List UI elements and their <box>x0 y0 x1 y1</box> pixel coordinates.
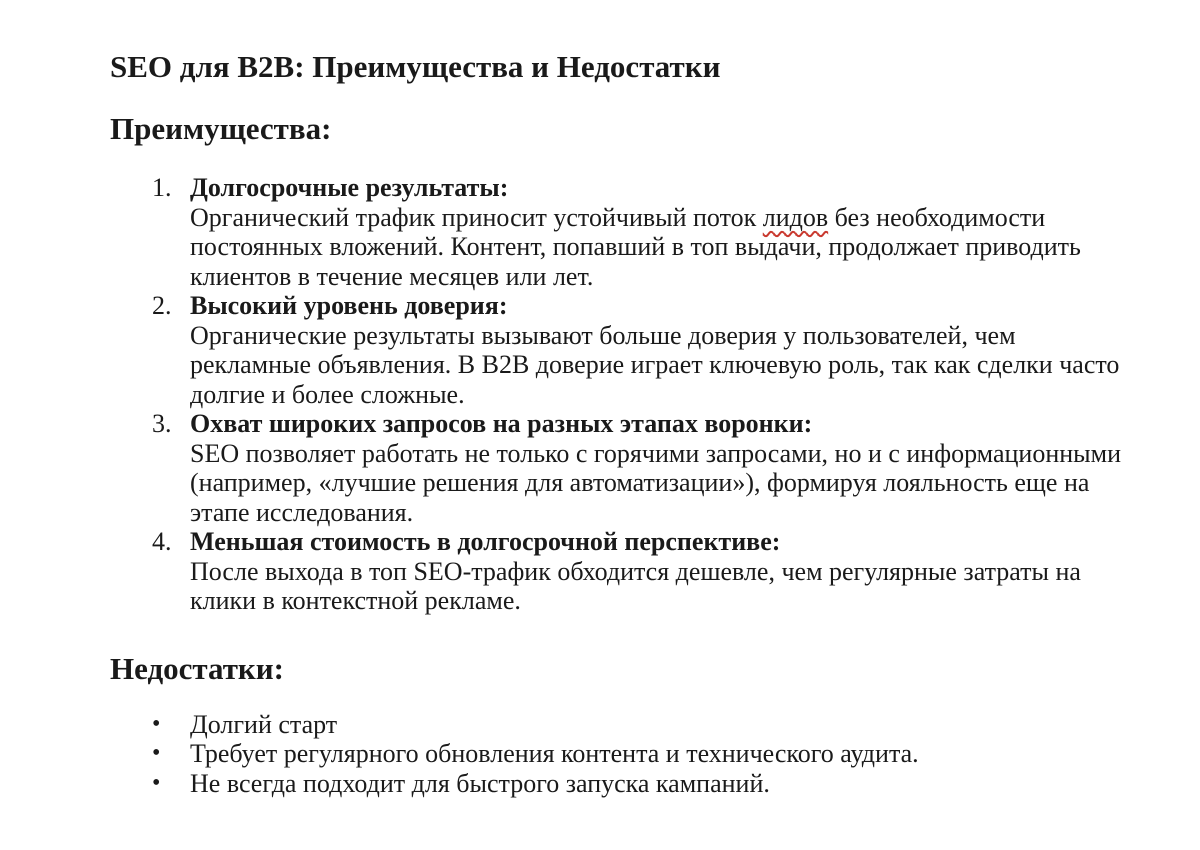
body-text-segment: без необходимости <box>828 202 1046 232</box>
body-line: клики в контекстной рекламе. <box>190 586 521 615</box>
list-number: 2. <box>152 291 172 320</box>
list-item-advantage-2 <box>110 291 1120 409</box>
body-line: Органические результаты вызывают больше доверия у пользователей, чем <box>190 320 1016 350</box>
list-item-advantage-4 <box>110 527 1120 616</box>
misspelled-word: лидов <box>762 202 829 232</box>
body-line: SEO позволяет работать не только с горячими запросами, но и с информационными <box>190 438 1121 468</box>
bullet-text: Требует регулярного обновления контента и технического аудита. <box>190 739 919 768</box>
list-item-content <box>190 527 1120 616</box>
bullet-text: Не всегда подходит для быстрого запуска кампаний. <box>190 768 770 798</box>
list-item-content <box>190 291 1120 409</box>
bullet-marker: • <box>152 769 161 796</box>
list-number: 3. <box>152 409 172 438</box>
bullet-item-3 <box>110 769 1120 799</box>
bullet-marker: • <box>152 740 161 766</box>
body-line: постоянных вложений. Контент, попавший в топ выдачи, продолжает приводить <box>190 232 1081 261</box>
list-item-content <box>190 173 1120 291</box>
body-line: долгие и более сложные. <box>190 379 465 409</box>
list-item-title: Охват широких запросов на разных этапах воронки: <box>190 409 813 438</box>
bullet-text: Долгий старт <box>190 709 338 739</box>
body-line: клиентов в течение месяцев или лет. <box>190 261 594 291</box>
body-line: этапе исследования. <box>190 497 414 527</box>
body-text-segment: Органический трафик приносит устойчивый поток <box>190 202 763 232</box>
body-line: рекламные объявления. В B2B доверие играет ключевую роль, так как сделки часто <box>190 350 1120 379</box>
advantages-list <box>110 173 1120 616</box>
body-line <box>190 203 1120 233</box>
list-item-content <box>190 409 1120 527</box>
list-item-title: Меньшая стоимость в долгосрочной перспективе: <box>190 527 781 556</box>
body-line: (например, «лучшие решения для автоматизации»), формируя лояльность еще на <box>190 468 1090 497</box>
document-title: SEO для B2B: Преимущества и Недостатки <box>110 49 721 84</box>
list-number: 4. <box>152 527 172 556</box>
bullet-item-2 <box>110 739 1120 769</box>
body-line: После выхода в топ SEO-трафик обходится дешевле, чем регулярные затраты на <box>190 556 1081 586</box>
section-heading-advantages: Преимущества: <box>110 111 332 146</box>
section-heading-disadvantages: Недостатки: <box>110 650 284 686</box>
list-item-advantage-3 <box>110 409 1120 527</box>
list-item-title: Высокий уровень доверия: <box>190 291 508 320</box>
bullet-item-1 <box>110 710 1120 740</box>
list-item-title: Долгосрочные результаты: <box>190 173 509 202</box>
list-item-advantage-1 <box>110 173 1120 291</box>
bullet-marker: • <box>152 710 161 737</box>
disadvantages-list <box>110 710 1120 799</box>
list-number: 1. <box>152 173 172 202</box>
